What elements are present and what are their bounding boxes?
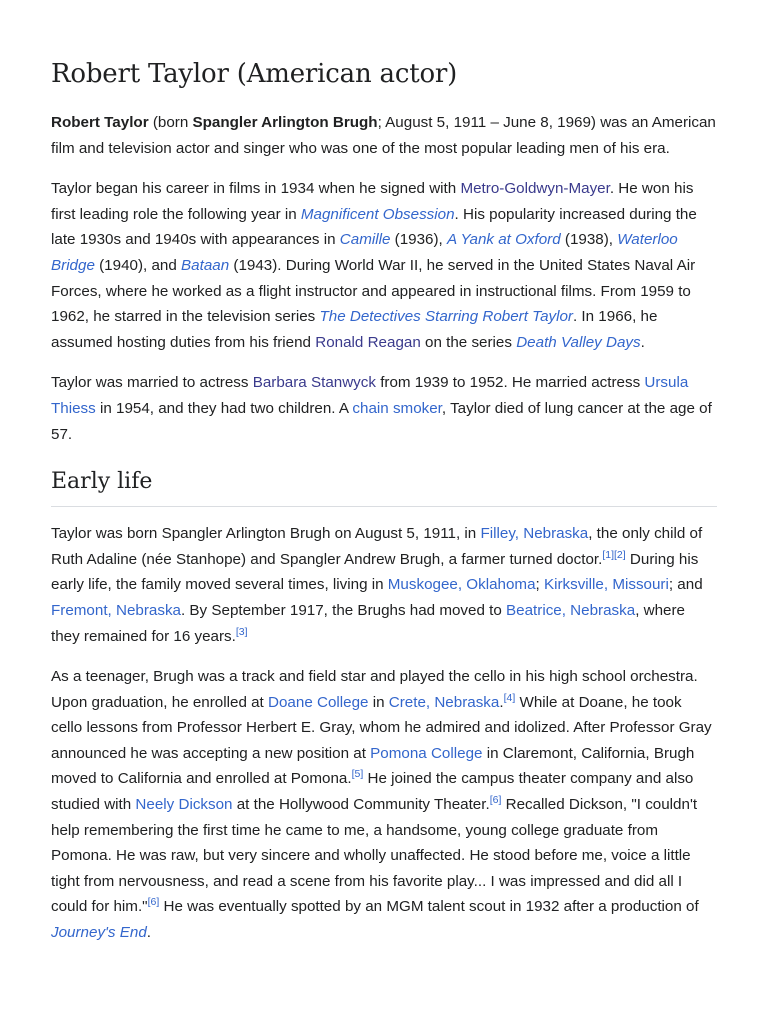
early-life-paragraph-2: As a teenager, Brugh was a track and field star and played the cello in his high school orchestra. Upon graduation, he enrolled at Doane College in Crete, Nebraska.[4] While at Doane, he took cello lessons from Professor Herbert E. Gray, whom he admired and idolized. After Professor Gray announced he was accepting a new position at Pomona College in Claremont, California, Brugh moved to California and enrolled at Pomona.[5] He joined the campus theater company and also studied with Neely Dickson at the Hollywood Community Theater.[6] Recalled Dickson, "I couldn't help remembering the first time he came to me, a handsome, young college graduate from Pomona. He was raw, but very sincere and wholly unaffected. He stood before me, voice a little tight from nervousness, and read a scene from his favorite play... I was impressed and did all I could for him."[6] He was eventually spotted by an MGM talent scout in 1932 after a production of Journey's End. [51,668,712,942]
subject-name: Robert Taylor [51,114,149,131]
link-camille[interactable]: Camille [339,231,391,249]
link-bataan[interactable]: Bataan [181,256,230,274]
link-fremont-nebraska[interactable]: Fremont, Nebraska [51,601,181,619]
reference-2[interactable]: [2] [614,548,626,561]
link-mgm[interactable]: Metro-Goldwyn-Mayer [460,180,610,198]
link-crete-nebraska[interactable]: Crete, Nebraska [388,693,500,711]
link-chain-smoker[interactable]: chain smoker [352,399,442,417]
reference-6[interactable]: [6] [489,794,502,806]
intro-paragraph-2: Taylor began his career in films in 1934 when he signed with Metro-Goldwyn-Mayer. He won his first leading role the following year in Magnificent Obsession. His popularity increased during the late 1930s and 1940s with appearances in Camille (1936), A Yank at Oxford (1938), Waterloo Bridge (1940), and Bataan (1943). During World War II, he served in the United States Naval Air Forces, where he worked as a flight instructor and appeared in instructional films. From 1959 to 1962, he starred in the television series The Detectives Starring Robert Taylor. In 1966, he assumed hosting duties from his friend Ronald Reagan on the series Death Valley Days. [51,180,697,351]
early-life-paragraph-1: Taylor was born Spangler Arlington Brugh on August 5, 1911, in Filley, Nebraska, the only child of Ruth Adaline (née Stanhope) and Spangler Andrew Brugh, a farmer turned doctor.[1][2] During his early life, the family moved several times, living in Muskogee, Oklahoma; Kirksville, Missouri; and Fremont, Nebraska. By September 1917, the Brughs had moved to Beatrice, Nebraska, where they remained for 16 years.[3] [51,525,703,645]
reference-6-repeat[interactable]: [6] [147,896,160,909]
intro-paragraph-1: Robert Taylor (born Spangler Arlington Brugh; August 5, 1911 – June 8, 1969) was an American film and television actor and singer who was one of the most popular leading men of his era. [51,114,716,157]
link-waterloo-bridge[interactable]: Waterloo Bridge [51,231,678,274]
link-muskogee-oklahoma[interactable]: Muskogee, Oklahoma [387,576,536,594]
link-pomona-college[interactable]: Pomona College [370,744,483,762]
link-ursula-thiess[interactable]: Ursula Thiess [51,374,689,417]
reference-5[interactable]: [5] [351,768,364,781]
reference-4[interactable]: [4] [503,691,516,704]
link-a-yank-at-oxford[interactable]: A Yank at Oxford [446,231,561,249]
link-the-detectives[interactable]: The Detectives Starring Robert Taylor [319,308,573,326]
link-filley-nebraska[interactable]: Filley, Nebraska [480,525,589,543]
birth-name: Spangler Arlington Brugh [192,114,378,131]
section-heading-early-life: Early life [51,447,717,507]
link-beatrice-nebraska[interactable]: Beatrice, Nebraska [506,601,636,619]
intro-paragraph-3: Taylor was married to actress Barbara Stanwyck from 1939 to 1952. He married actress Ursula Thiess in 1954, and they had two children. A chain smoker, Taylor died of lung cancer at the age of 57. [51,374,712,443]
link-journeys-end[interactable]: Journey's End [51,924,147,942]
link-kirksville-missouri[interactable]: Kirksville, Missouri [543,576,669,594]
link-magnificent-obsession[interactable]: Magnificent Obsession [300,205,455,223]
link-ronald-reagan[interactable]: Ronald Reagan [315,333,421,351]
link-barbara-stanwyck[interactable]: Barbara Stanwyck [252,374,376,392]
page-title: Robert Taylor (American actor) [51,59,458,89]
link-doane-college[interactable]: Doane College [268,693,369,711]
link-neely-dickson[interactable]: Neely Dickson [135,796,233,814]
reference-1[interactable]: [1] [602,548,615,561]
link-death-valley-days[interactable]: Death Valley Days [516,333,641,351]
reference-3[interactable]: [3] [235,625,248,638]
